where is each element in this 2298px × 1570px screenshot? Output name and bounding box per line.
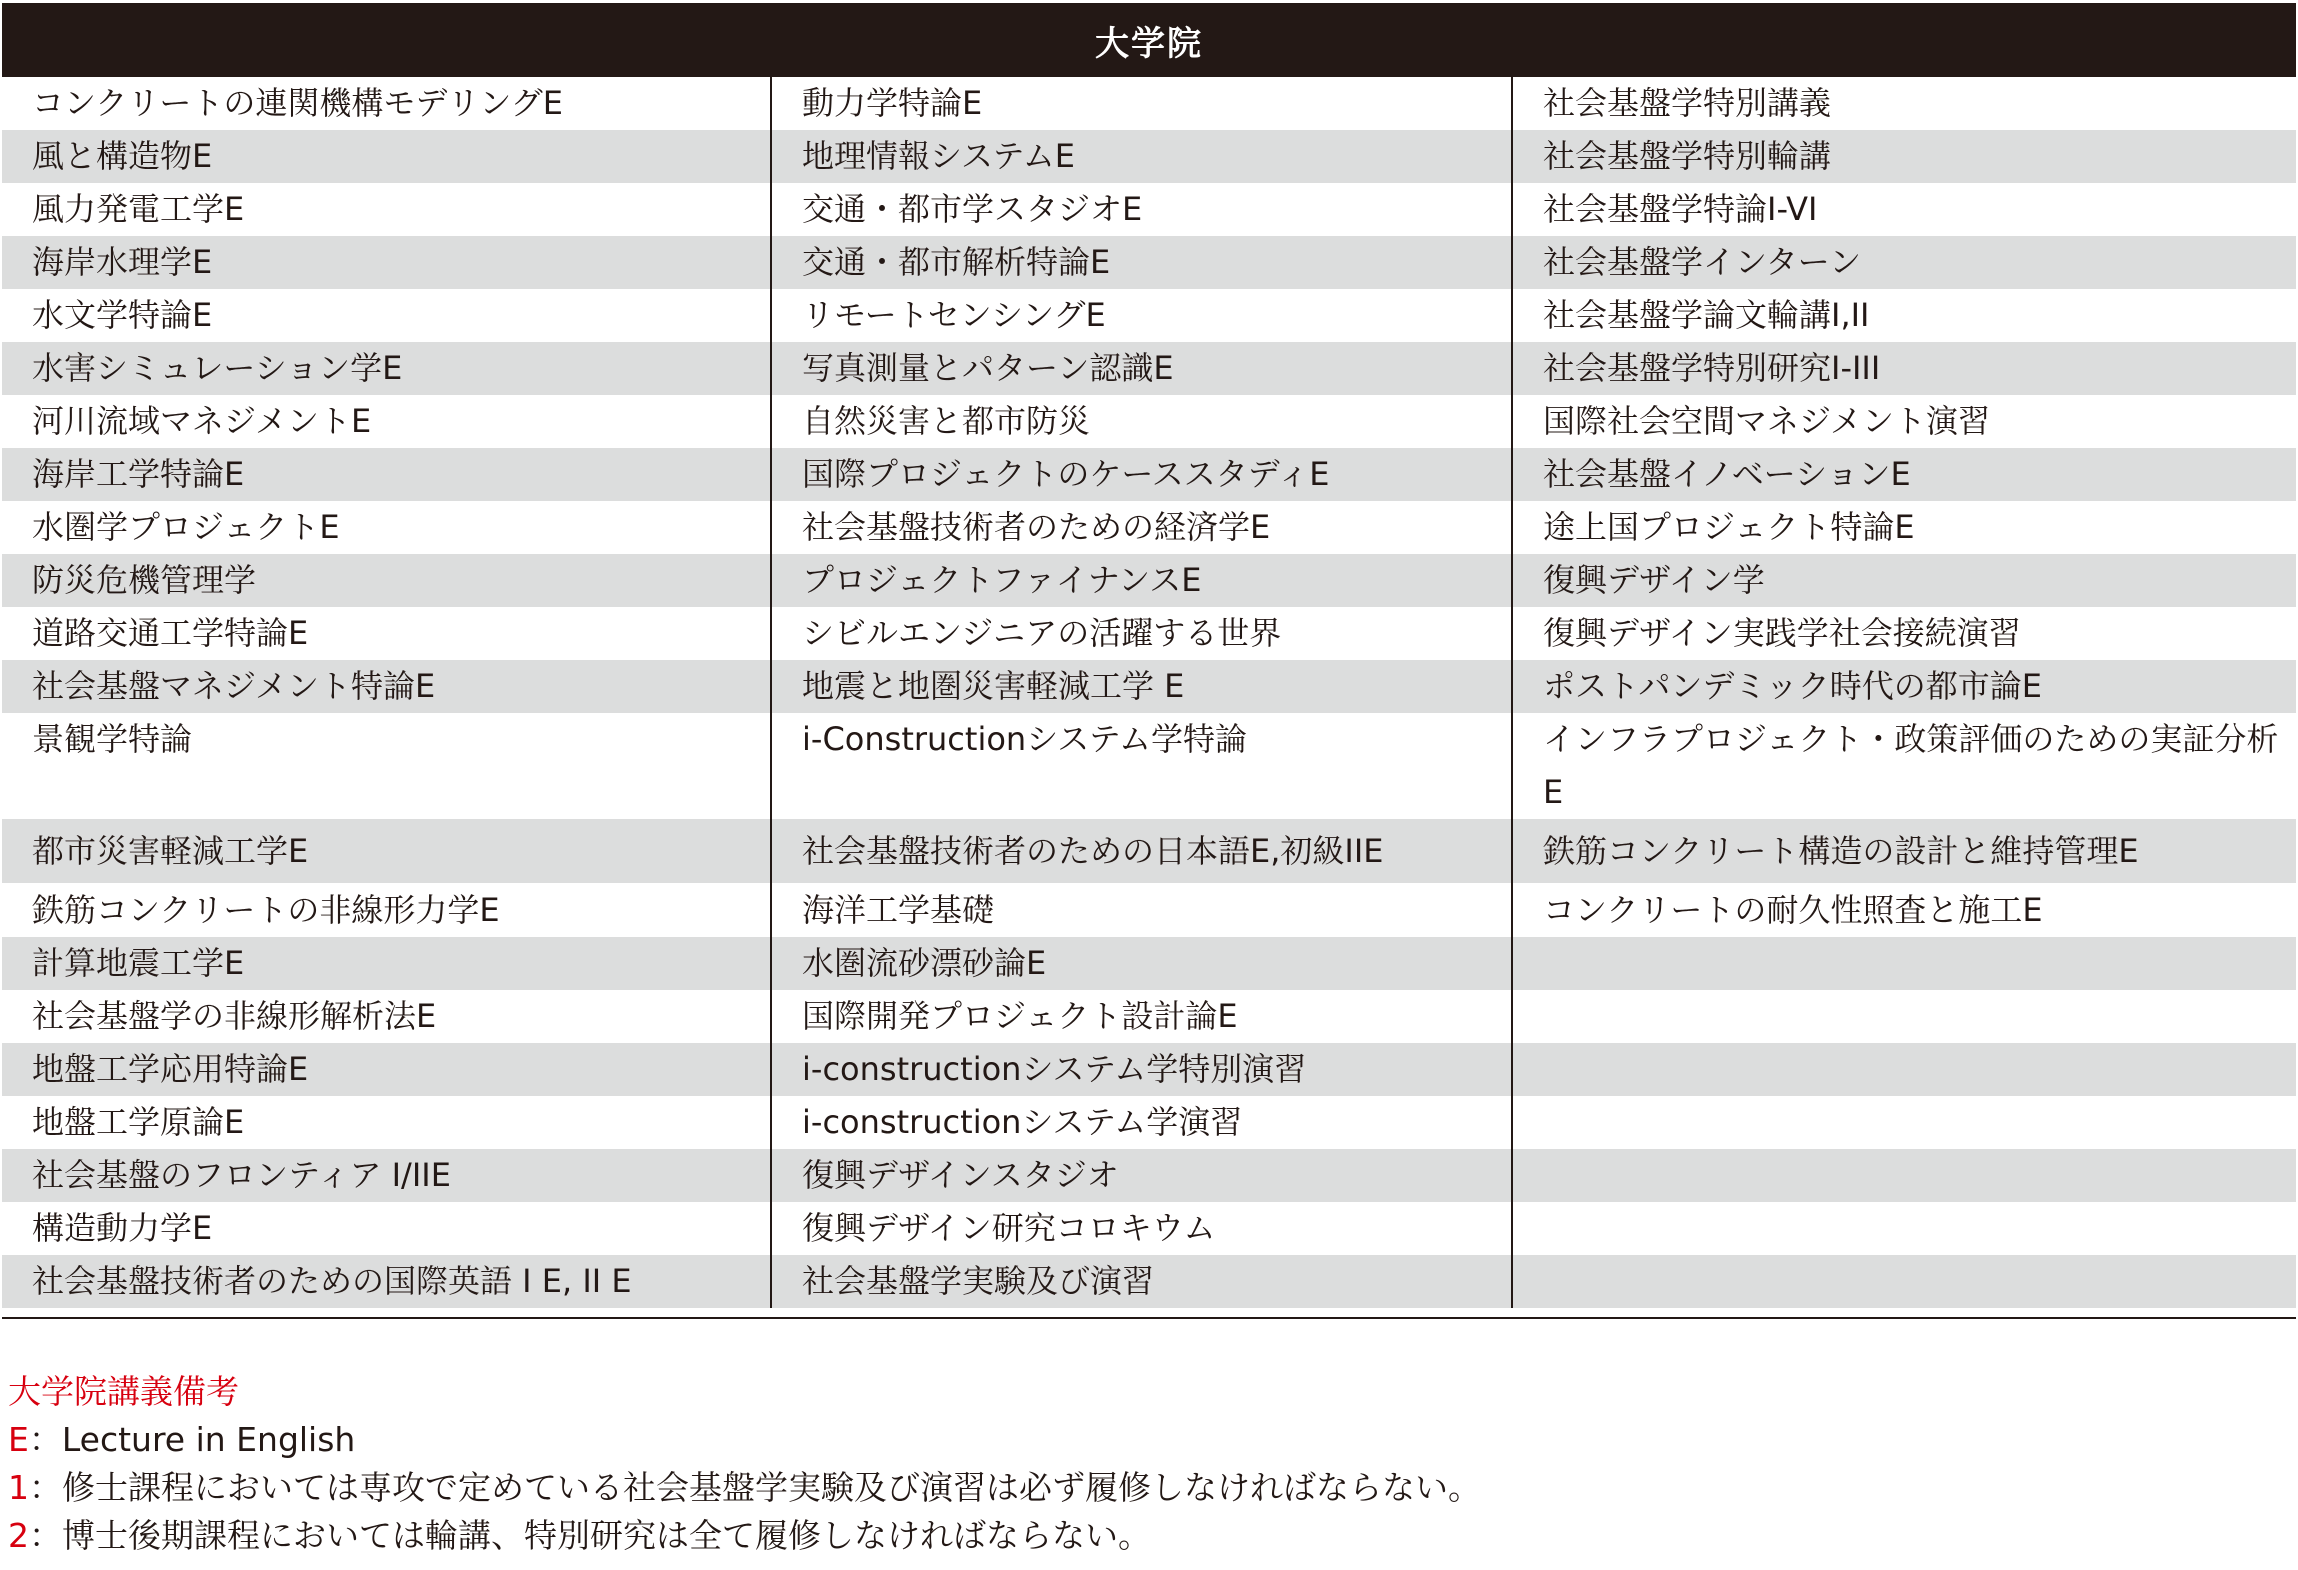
course-cell: 地震と地圏災害軽減工学 E — [772, 660, 1511, 713]
course-cell: 交通・都市解析特論E — [772, 236, 1511, 289]
course-cell: 途上国プロジェクト特論E — [1543, 508, 1915, 546]
course-cell: プロジェクトファイナンスE — [772, 554, 1511, 607]
course-cell: 写真測量とパターン認識E — [772, 342, 1511, 395]
course-cell: 景観学特論 — [32, 720, 193, 758]
course-cell: 復興デザイン研究コロキウム — [802, 1209, 1216, 1247]
course-cell: 鉄筋コンクリートの非線形力学E — [32, 891, 500, 929]
course-table — [2, 3, 2296, 1308]
course-cell: 自然災害と都市防災 — [802, 402, 1091, 440]
course-cell — [1513, 937, 2296, 990]
course-cell: 社会基盤学特別輪講 — [1513, 130, 2296, 183]
course-cell: 都市災害軽減工学E — [2, 819, 770, 883]
course-cell: 復興デザインスタジオ — [772, 1149, 1511, 1202]
table-bottom-rule — [2, 1317, 2296, 1319]
notes-title: 大学院講義備考 — [8, 1372, 239, 1411]
course-cell: 鉄筋コンクリート構造の設計と維持管理E — [1513, 819, 2296, 883]
course-cell: 水圏流砂漂砂論E — [772, 937, 1511, 990]
course-column-1 — [2, 77, 772, 1308]
note-item — [8, 1464, 1481, 1512]
notes-section — [8, 1368, 1481, 1560]
table-title: 大学院 — [2, 3, 2296, 77]
course-cell: 水文学特論E — [32, 296, 213, 334]
course-cell: 社会基盤技術者のための国際英語 I E, II E — [2, 1255, 770, 1308]
course-cell: 海岸水理学E — [2, 236, 770, 289]
course-cell: 風と構造物E — [2, 130, 770, 183]
course-cell: 社会基盤イノベーションE — [1513, 448, 2296, 501]
course-cell: i-constructionシステム学特別演習 — [772, 1043, 1511, 1096]
course-cell — [1513, 990, 2296, 1043]
course-cell — [1513, 1255, 2296, 1308]
course-cell: 計算地震工学E — [2, 937, 770, 990]
course-column-3 — [1513, 77, 2296, 1308]
course-cell: 復興デザイン実践学社会接続演習 — [1543, 614, 2021, 652]
course-cell: コンクリートの連関機構モデリングE — [32, 84, 563, 122]
course-cell: 社会基盤学特論I-VI — [1543, 190, 1818, 228]
course-cell: 地盤工学原論E — [32, 1103, 245, 1141]
note-item — [8, 1416, 1481, 1464]
course-cell: 社会基盤のフロンティア I/IIE — [2, 1149, 770, 1202]
course-cell: 国際社会空間マネジメント演習 — [1543, 402, 1991, 440]
course-cell: i-Constructionシステム学特論 — [802, 720, 1247, 758]
course-cell: 交通・都市学スタジオE — [802, 190, 1143, 228]
note-text: ：修士課程においては専攻で定めている社会基盤学実験及び演習は必ず履修しなければならない。 — [29, 1468, 1481, 1507]
course-cell: 水害シミュレーション学E — [2, 342, 770, 395]
course-cell: i-constructionシステム学演習 — [802, 1103, 1243, 1141]
course-cell: 復興デザイン学 — [1513, 554, 2296, 607]
course-cell: 水圏学プロジェクトE — [32, 508, 340, 546]
course-cell: 道路交通工学特論E — [32, 614, 309, 652]
course-cell: インフラプロジェクト・政策評価のための実証分析E — [1543, 720, 2279, 811]
course-cell: 社会基盤技術者のための経済学E — [802, 508, 1271, 546]
course-cell: 社会基盤学の非線形解析法E — [32, 997, 437, 1035]
course-cell: 地盤工学応用特論E — [2, 1043, 770, 1096]
course-cell: ポストパンデミック時代の都市論E — [1513, 660, 2296, 713]
course-cell: 社会基盤学特別研究I-III — [1513, 342, 2296, 395]
note-item — [8, 1512, 1481, 1560]
course-cell: 地理情報システムE — [772, 130, 1511, 183]
course-cell — [1513, 1202, 2296, 1255]
course-cell: 河川流域マネジメントE — [32, 402, 372, 440]
course-cell — [1513, 1043, 2296, 1096]
course-cell: シビルエンジニアの活躍する世界 — [802, 614, 1282, 652]
course-cell: 社会基盤学特別講義 — [1543, 84, 1832, 122]
course-cell: 動力学特論E — [802, 84, 983, 122]
course-column-2 — [772, 77, 1513, 1308]
note-key: 2 — [8, 1516, 29, 1555]
course-cell: 社会基盤マネジメント特論E — [2, 660, 770, 713]
table-columns — [2, 77, 2296, 1308]
course-cell: 海岸工学特論E — [2, 448, 770, 501]
course-cell: コンクリートの耐久性照査と施工E — [1543, 891, 2043, 929]
note-text: ：博士後期課程においては輪講、特別研究は全て履修しなければならない。 — [29, 1516, 1151, 1555]
note-key: E — [8, 1420, 29, 1459]
course-cell: 構造動力学E — [32, 1209, 213, 1247]
course-cell: 社会基盤技術者のための日本語E,初級IIE — [772, 819, 1511, 883]
course-cell: 風力発電工学E — [32, 190, 245, 228]
course-cell — [1513, 1096, 2296, 1149]
note-text: ：Lecture in English — [28, 1420, 356, 1459]
course-cell: 社会基盤学論文輪講I,II — [1543, 296, 1870, 334]
course-cell: 社会基盤学実験及び演習 — [772, 1255, 1511, 1308]
course-cell: 社会基盤学インターン — [1513, 236, 2296, 289]
note-key: 1 — [8, 1468, 29, 1507]
course-cell: 防災危機管理学 — [2, 554, 770, 607]
course-cell: 国際プロジェクトのケーススタディE — [772, 448, 1511, 501]
course-cell — [1513, 1149, 2296, 1202]
course-cell: 国際開発プロジェクト設計論E — [802, 997, 1238, 1035]
course-cell: リモートセンシングE — [802, 296, 1106, 334]
course-cell: 海洋工学基礎 — [802, 891, 995, 929]
